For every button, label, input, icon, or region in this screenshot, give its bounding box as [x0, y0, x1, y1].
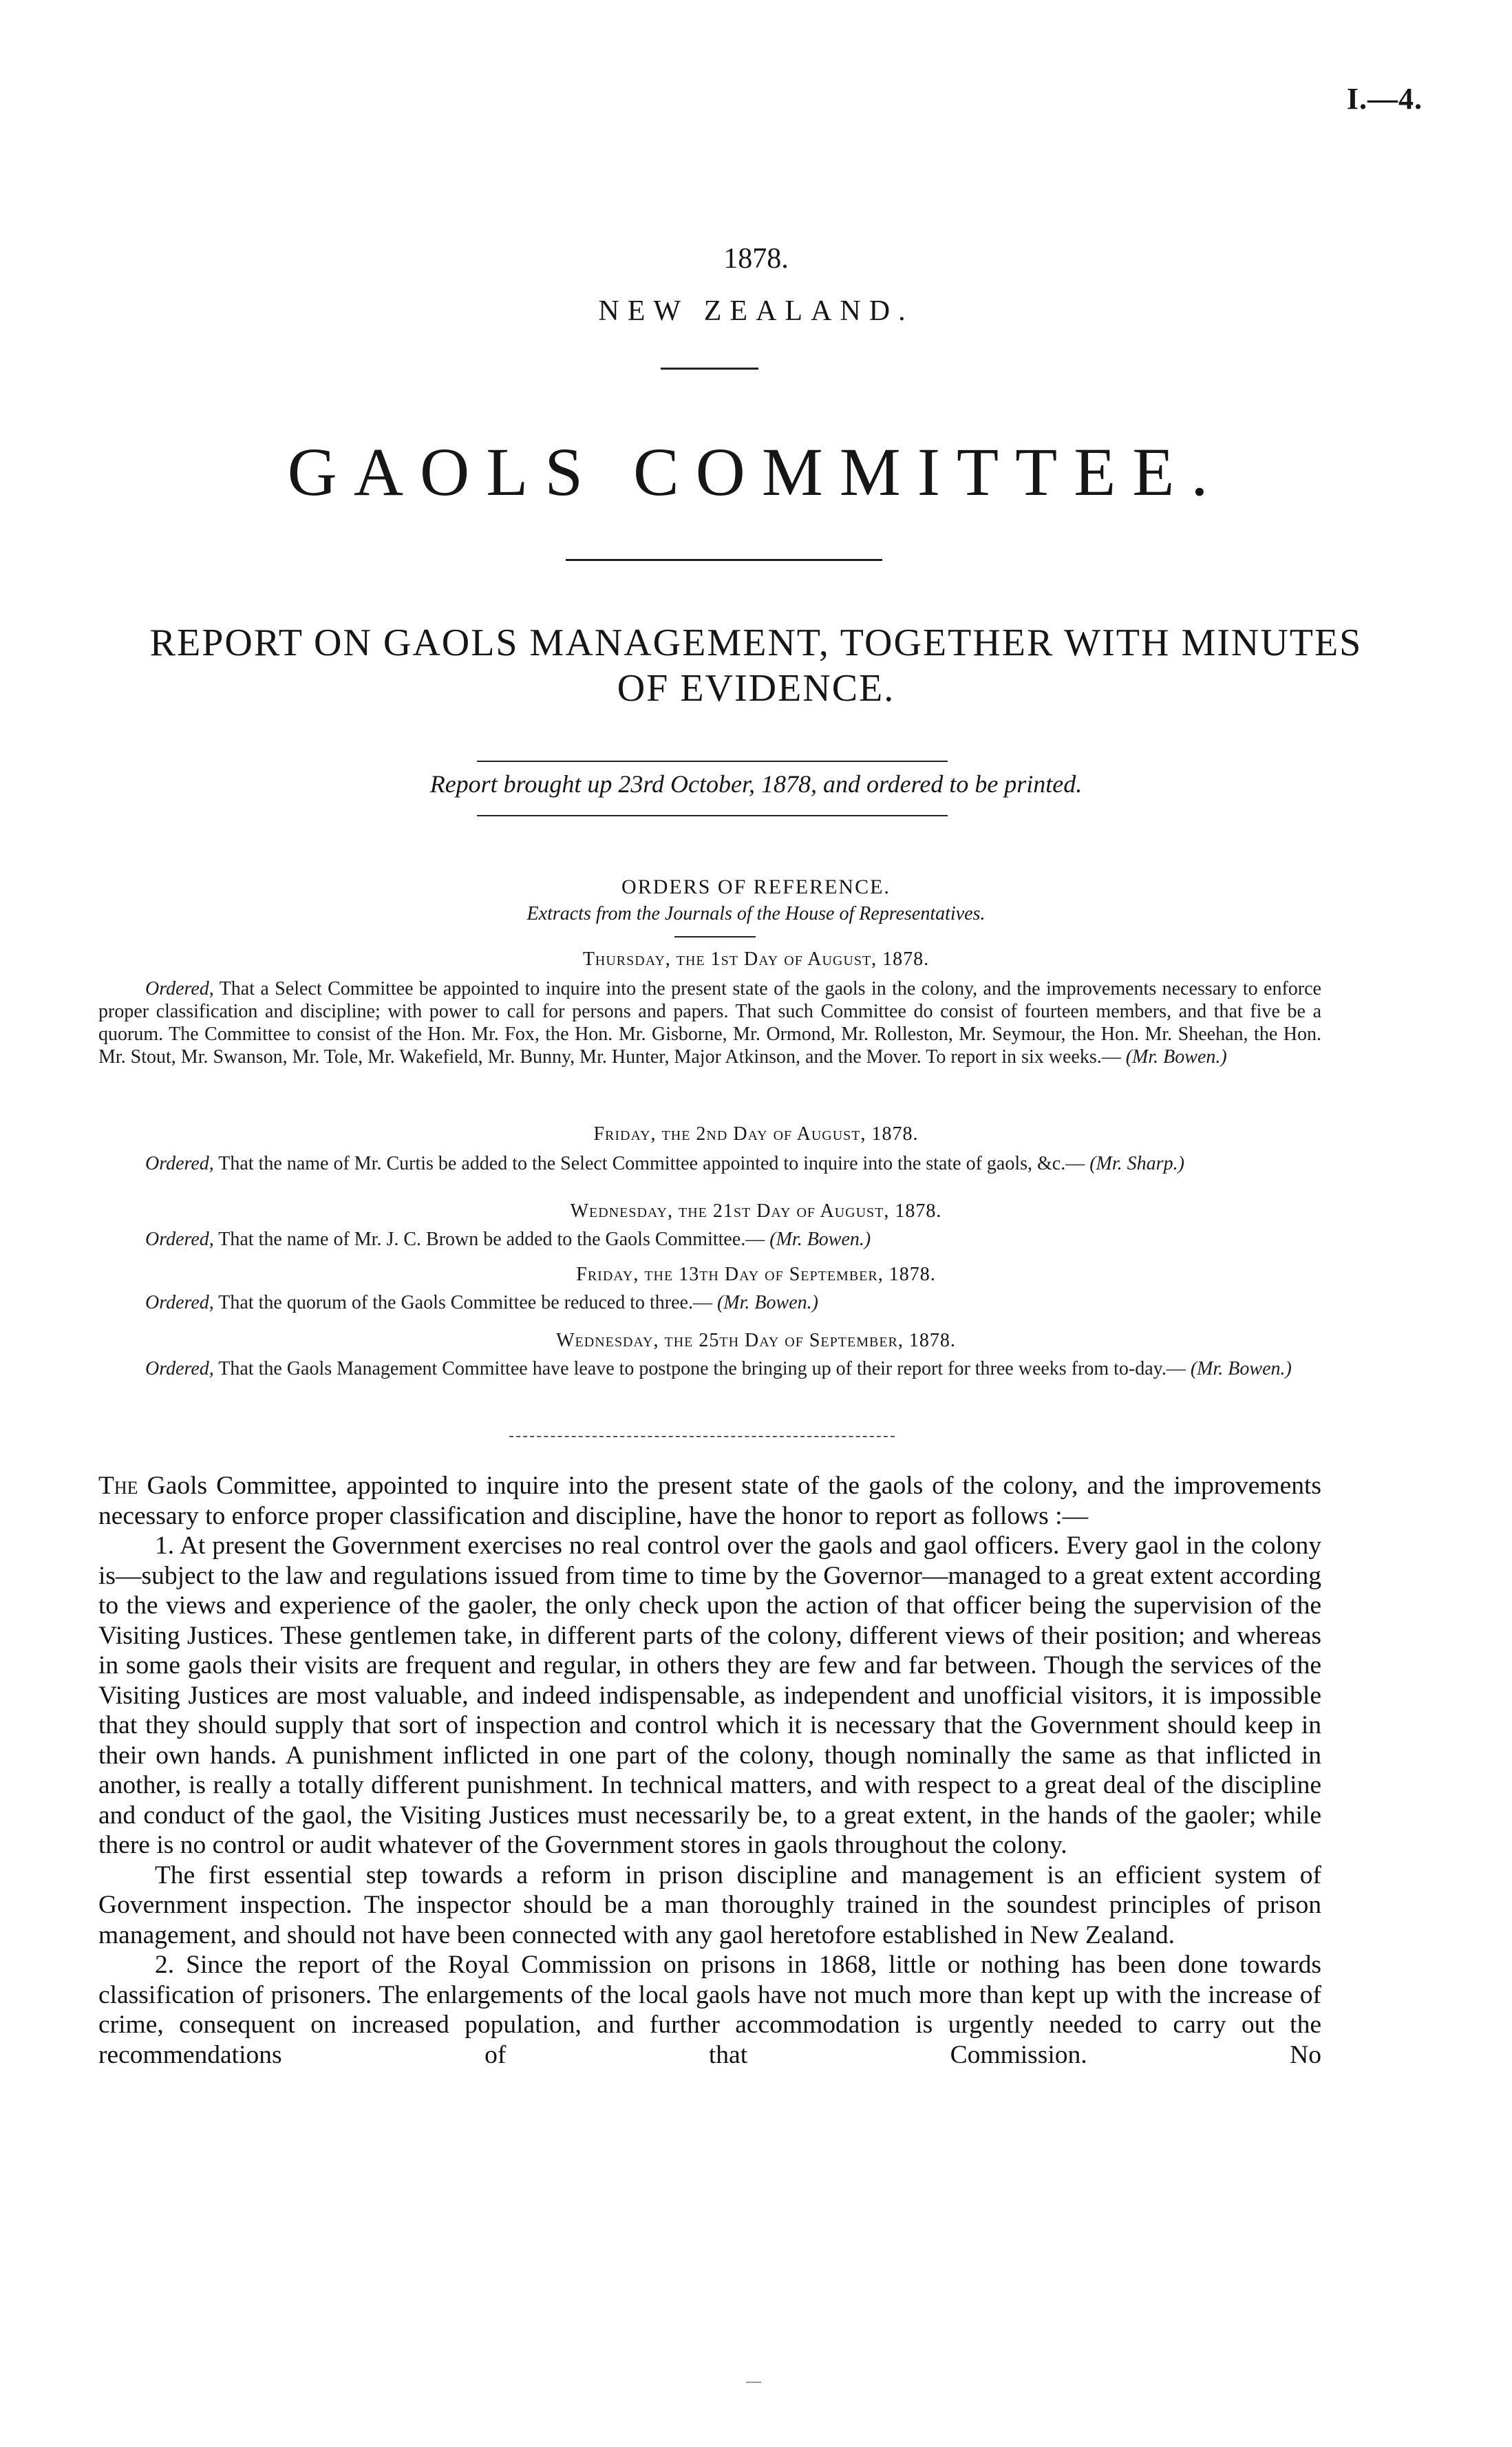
divider-rule: [566, 559, 882, 561]
report-title-line-1: REPORT ON GAOLS MANAGEMENT, TOGETHER WITH MINUTES: [149, 622, 1363, 664]
journal-extracts-note: Extracts from the Journals of the House of Representatives.: [526, 903, 986, 924]
order-entry: [98, 1152, 1321, 1175]
report-title-line-2: OF EVIDENCE.: [617, 667, 895, 710]
order-date: Friday, the 2nd Day of August, 1878.: [593, 1123, 919, 1145]
country-heading: NEW ZEALAND.: [598, 295, 914, 327]
order-date: Thursday, the 1st Day of August, 1878.: [582, 949, 930, 970]
order-date: Wednesday, the 21st Day of August, 1878.: [570, 1200, 942, 1222]
divider-rule: [509, 1436, 895, 1437]
order-text: That a Select Committee be appointed to inquire into the present state of the gaols in the colony, and the improvements necessary to enforce proper classification and discipline; with power to call for persons and papers. That such Committee do consist of fourteen members, and that five be a quorum. The Committee to consist of the Hon. Mr. Fox, the Hon. Mr. Gisborne, Mr. Ormond, Mr. Rolleston, Mr. Seymour, the Hon. Mr. Sheehan, the Hon. Mr. Stout, Mr. Swanson, Mr. Tole, Mr. Wakefield, Mr. Bunny, Mr. Hunter, Major Atkinson, and the Mover. To report in six weeks.—: [98, 978, 1321, 1068]
ordered-label: Ordered,: [145, 1292, 214, 1313]
paper-reference: I.—4.: [1346, 82, 1423, 116]
divider-rule: [661, 368, 758, 370]
order-entry: [98, 1291, 1321, 1314]
paragraph-1: 1. At present the Government exercises no real control over the gaols and gaol officers. Every gaol in the colony is—subject to the law and regulations issued from time to time by the Governor—managed to a great extent according to the views and experience of the gaoler, the only check upon the action of that officer being the supervision of the Visiting Justices. These gentlemen take, in different parts of the colony, different views of their position; and whereas in some gaols their visits are frequent and regular, in others they are few and far between. Though the services of the Visiting Justices are most valuable, and indeed indispensable, as independent and unofficial visitors, it is impossible that they should supply that sort of inspection and control which it is necessary that the Government should keep in their own hands. A punishment inflicted in one part of the colony, though nominally the same as that inflicted in another, is really a totally different punishment. In technical matters, and with respect to a great deal of the discipline and conduct of the gaol, the Visiting Justices must necessarily be, to a great extent, in the hands of the gaoler; while there is no control or audit whatever of the Government stores in gaols throughout the colony.: [98, 1532, 1321, 1859]
ordered-label: Ordered,: [145, 1153, 214, 1174]
ordered-label: Ordered,: [145, 1358, 214, 1379]
order-date: Friday, the 13th Day of September, 1878.: [576, 1264, 936, 1285]
order-entry: [98, 1357, 1321, 1380]
order-mover: (Mr. Sharp.): [1089, 1153, 1184, 1174]
ordered-label: Ordered,: [145, 978, 214, 999]
divider-rule: [674, 936, 756, 938]
footer-mark: [746, 2382, 761, 2383]
order-mover: (Mr. Bowen.): [1125, 1046, 1227, 1068]
order-text: That the quorum of the Gaols Committee be reduced to three.—: [218, 1292, 712, 1313]
order-entry: [98, 1228, 1321, 1251]
order-text: That the name of Mr. Curtis be added to the Select Committee appointed to inquire into the state of gaols, &c.—: [218, 1153, 1085, 1174]
paragraph-1b: The first essential step towards a reform in prison discipline and management is an efficient system of Government inspection. The inspector should be a man thoroughly trained in the soundest principles of prison management, and should not have been connected with any gaol heretofore established in New Zealand.: [98, 1861, 1321, 1949]
paragraph-2: 2. Since the report of the Royal Commission on prisons in 1868, little or nothing has been done towards classification of prisoners. The enlargements of the local gaols have not much more than kept up with the increase of crime, consequent on increased population, and further accommodation is urgently needed to carry out the recommendations of that Commission. No: [98, 1951, 1321, 2069]
report-brought-up-note: Report brought up 23rd October, 1878, and ordered to be printed.: [429, 770, 1083, 798]
order-text: That the name of Mr. J. C. Brown be added to the Gaols Committee.—: [218, 1229, 765, 1250]
order-mover: (Mr. Bowen.): [769, 1229, 871, 1250]
document-title: GAOLS COMMITTEE.: [287, 434, 1225, 510]
order-entry: [98, 977, 1321, 1068]
ordered-label: Ordered,: [145, 1229, 214, 1250]
intro-lead-word: The: [98, 1472, 138, 1500]
order-mover: (Mr. Bowen.): [1190, 1358, 1292, 1379]
order-date: Wednesday, the 25th Day of September, 1878.: [556, 1330, 956, 1351]
order-text: That the Gaols Management Committee have leave to postpone the bringing up of their report for three weeks from to-day.—: [218, 1358, 1186, 1379]
intro-paragraph: The Gaols Committee, appointed to inquire into the present state of the gaols of the colony, and the improvements necessary to enforce proper classification and discipline, have the honor to report as follows :—: [98, 1472, 1321, 1530]
orders-of-reference-heading: ORDERS OF REFERENCE.: [621, 876, 891, 898]
report-body: [98, 1471, 1321, 2070]
year: 1878.: [723, 243, 789, 275]
order-mover: (Mr. Bowen.): [716, 1292, 818, 1313]
divider-rule: [477, 761, 948, 762]
divider-rule: [477, 815, 948, 816]
